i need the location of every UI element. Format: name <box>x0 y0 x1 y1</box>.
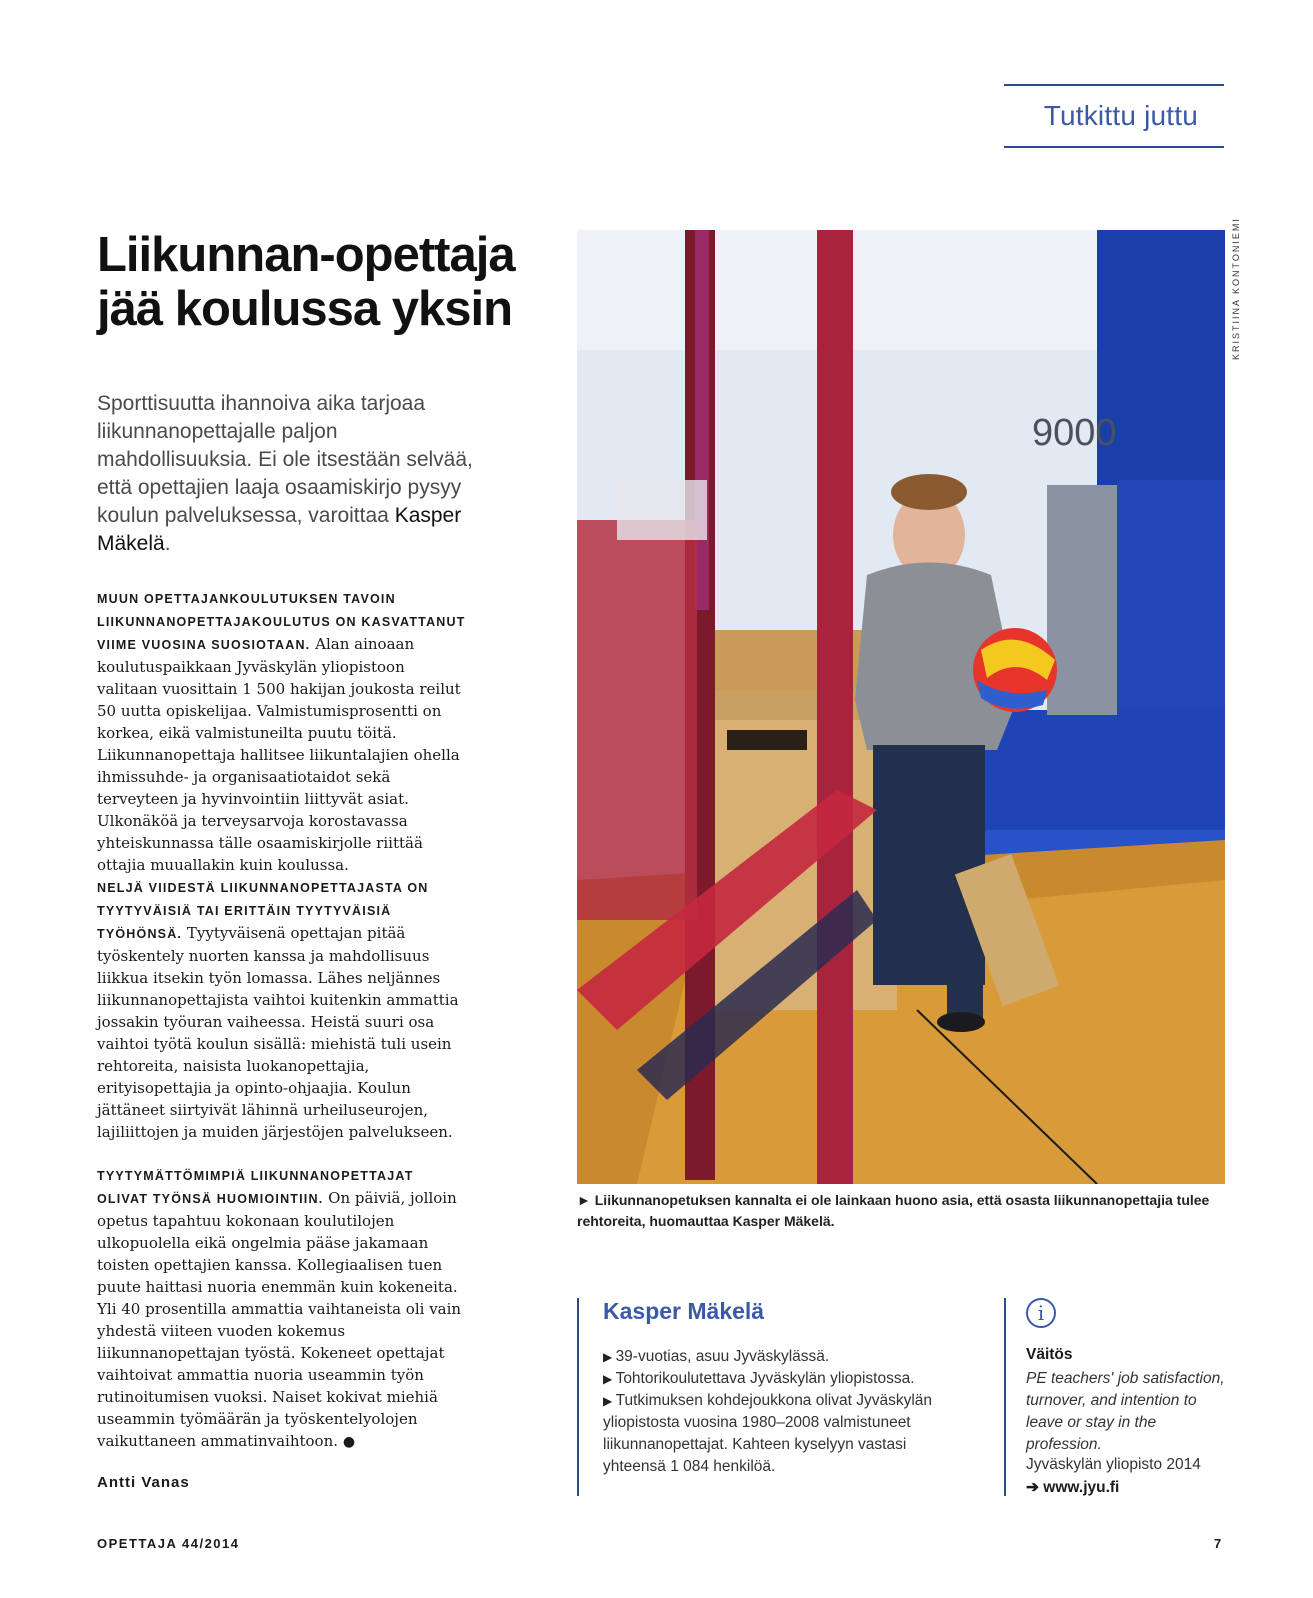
paragraph-text: Tyytyväisenä opettajan pitää työskentely nuorten kanssa ja mahdollisuus liikkua itsekin työn lomassa. Lähes neljännes liikunnanopettajista vaihtoi kuitenkin ammattia jossakin työuran vaiheessa. Heistä suuri osa vaihtoi työtä koulun sisällä: miehistä tuli usein rehtoreita, naisista luokanopettajia, erityisopettajia ja opinto-ohjaajia. Koulun jättäneet siirtyivät lähinnä urheiluseurojen, lajiliittojen ja muiden järjestöjen palvelukseen. <box>97 924 459 1141</box>
gym-photo-illustration <box>577 230 1225 1184</box>
profile-name: Kasper Mäkelä <box>603 1298 765 1324</box>
lead-end: . <box>164 532 171 555</box>
article-photo <box>577 230 1225 1184</box>
paragraph-text: On päiviä, jolloin opetus tapahtuu kokonaan koulutilojen ulkopuolella eikä ongelmia pääse jakamaan toisten opettajien kanssa. Kollegiaalisen tuen puute haittasi nuoria enemmän kuin kokeneita. Yli 40 prosentilla ammattia vaihtaneista oli vain yhdestä viiteen vuoden kokemus liikunnanopettajan työstä. Kokeneet opettajat vaihtoivat ammattia nuoria useammin työn rutinoitumisen vuoksi. Naiset kokivat miehiä useammin työmäärän ja työskentelyolojen vaikuttaneen ammatinvaihtoon. <box>97 1189 462 1450</box>
list-item: ▶ Tutkimuksen kohdejoukkona olivat Jyväskylän yliopistosta vuosina 1980–2008 valmistuneet liikunnanopettajat. Kahteen kyselyyn vastasi yhteensä 1 084 henkilöä. <box>603 1390 933 1478</box>
svg-text:9000: 9000 <box>1032 412 1117 454</box>
thesis-heading: Väitös <box>1026 1346 1073 1363</box>
end-mark: ● <box>342 1434 356 1450</box>
lead-name: Kasper Mäkelä <box>97 504 462 555</box>
photo-credit: KRISTIINA KONTONIEMI <box>1231 217 1241 360</box>
author-byline: Antti Vanas <box>97 1474 190 1491</box>
article-title: Liikunnan-opettaja jää koulussa yksin <box>97 228 515 336</box>
body-paragraph <box>97 587 469 876</box>
paragraph-lead-in: TYYTYMÄTTÖMIMPIÄ LIIKUNNANOPETTAJAT OLIVAT TYÖNSÄ HUOMIOINTIIN. <box>97 1169 414 1206</box>
paragraph-lead-in: NELJÄ VIIDESTÄ LIIKUNNANOPETTAJASTA ON TYYTYVÄISIÄ TAI ERITTÄIN TYYTYVÄISIÄ TYÖHÖNSÄ. <box>97 881 429 941</box>
section-tag <box>1004 84 1224 148</box>
photo-caption: ► Liikunnanopetuksen kannalta ei ole lainkaan huono asia, että osasta liikunnanopettajia tulee rehtoreita, huomauttaa Kasper Mäkelä. <box>577 1192 1210 1229</box>
thesis-box <box>1004 1298 1238 1496</box>
publication-footer: OPETTAJA 44/2014 <box>97 1536 240 1551</box>
thesis-university: Jyväskylän yliopisto 2014 <box>1026 1456 1201 1473</box>
list-item: ▶ Tohtorikoulutettava Jyväskylän yliopistossa. <box>603 1368 933 1390</box>
thesis-link[interactable]: ➔ www.jyu.fi <box>1026 1479 1120 1496</box>
list-item: ▶ 39-vuotias, asuu Jyväskylässä. <box>603 1346 933 1368</box>
profile-list <box>603 1346 933 1478</box>
body-paragraph <box>97 1164 469 1453</box>
page-number: 7 <box>1214 1536 1222 1551</box>
profile-box <box>577 1298 999 1496</box>
section-tag-label: Tutkittu juttu <box>1043 100 1198 131</box>
info-icon: i <box>1026 1298 1056 1328</box>
thesis-title: PE teachers' job satisfaction, turnover, and intention to leave or stay in the profession. <box>1026 1370 1225 1453</box>
article-lead <box>97 390 477 558</box>
body-paragraph <box>97 876 469 1143</box>
paragraph-lead-in: MUUN OPETTAJANKOULUTUKSEN TAVOIN LIIKUNNANOPETTAJAKOULUTUS ON KASVATTANUT VIIME VUOSINA SUOSIOTAAN. <box>97 592 466 652</box>
paragraph-text: Alan ainoaan koulutuspaikkaan Jyväskylän yliopistoon valitaan vuosittain 1 500 hakijan joukosta reilut 50 uutta opiskelijaa. Valmistumisprosentti on korkea, eikä valmistuneilta puutu töitä. Liikunnanopettaja hallitsee liikuntalajien ohella ihmissuhde- ja organisaatiotaidot sekä terveyteen ja hyvinvointiin liittyvät asiat. Ulkonäköä ja terveysarvoja korostavassa yhteiskunnassa tälle osaamiskirjolle riittää ottajia muuallakin kuin koulussa. <box>97 635 461 874</box>
lead-text: Sporttisuutta ihannoiva aika tarjoaa liikunnanopettajalle paljon mahdollisuuksia. Ei ole itsestään selvää, että opettajien laaja osaamiskirjo pysyy koulun palveluksessa, varoittaa <box>97 392 473 527</box>
